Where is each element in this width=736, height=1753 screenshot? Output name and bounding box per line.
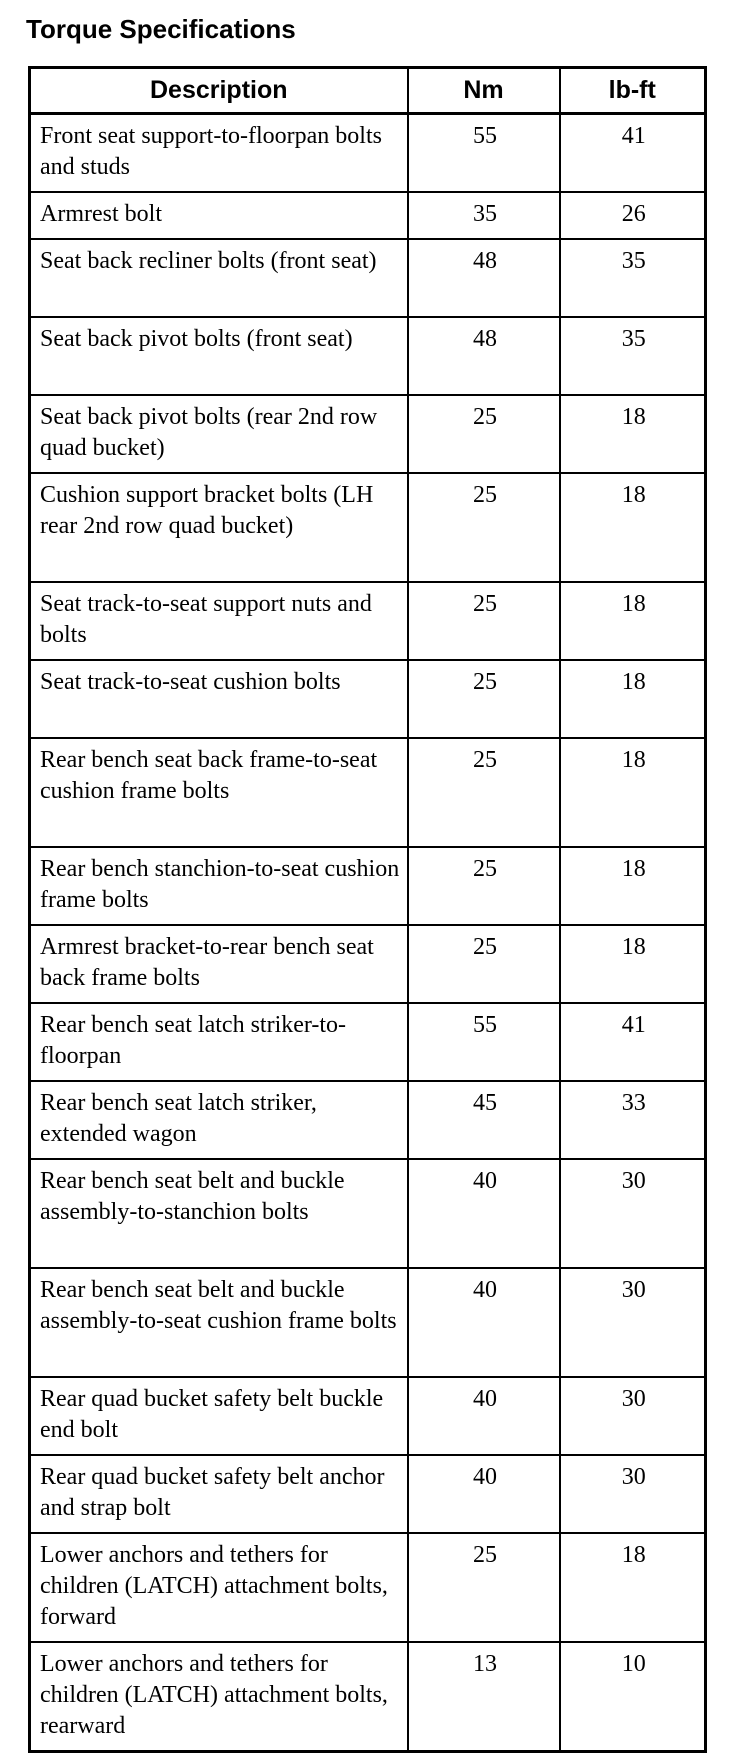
lbft-cell: 35: [560, 239, 706, 317]
page-title: Torque Specifications: [26, 14, 296, 44]
lbft-cell: 18: [560, 1533, 706, 1642]
table-header-row: [30, 68, 706, 114]
table-row: [30, 1533, 706, 1642]
lbft-cell: 18: [560, 738, 706, 847]
nm-cell: 45: [408, 1081, 560, 1159]
table-row: [30, 317, 706, 395]
description-cell: Cushion support bracket bolts (LH rear 2nd row quad bucket): [30, 473, 408, 582]
description-cell: Rear quad bucket safety belt anchor and strap bolt: [30, 1455, 408, 1533]
table-row: [30, 738, 706, 847]
table-row: [30, 1159, 706, 1268]
table-row: [30, 1003, 706, 1081]
lbft-cell: 18: [560, 925, 706, 1003]
table-row: [30, 660, 706, 738]
table-row: [30, 192, 706, 239]
lbft-cell: 30: [560, 1377, 706, 1455]
lbft-cell: 10: [560, 1642, 706, 1752]
nm-cell: 25: [408, 582, 560, 660]
lbft-cell: 41: [560, 114, 706, 193]
description-cell: Seat track-to-seat cushion bolts: [30, 660, 408, 738]
description-cell: Rear bench seat belt and buckle assembly-to-stanchion bolts: [30, 1159, 408, 1268]
description-cell: Seat back recliner bolts (front seat): [30, 239, 408, 317]
nm-cell: 55: [408, 1003, 560, 1081]
table-row: [30, 1642, 706, 1752]
nm-cell: 25: [408, 1533, 560, 1642]
description-cell: Rear bench seat latch striker, extended wagon: [30, 1081, 408, 1159]
table-row: [30, 395, 706, 473]
description-cell: Rear bench seat belt and buckle assembly-to-seat cushion frame bolts: [30, 1268, 408, 1377]
description-cell: Rear bench stanchion-to-seat cushion frame bolts: [30, 847, 408, 925]
description-cell: Rear quad bucket safety belt buckle end bolt: [30, 1377, 408, 1455]
nm-cell: 40: [408, 1455, 560, 1533]
nm-cell: 48: [408, 239, 560, 317]
table-row: [30, 1377, 706, 1455]
table-row: [30, 582, 706, 660]
table-row: [30, 847, 706, 925]
lbft-cell: 30: [560, 1268, 706, 1377]
nm-cell: 25: [408, 660, 560, 738]
lbft-cell: 18: [560, 660, 706, 738]
nm-cell: 25: [408, 395, 560, 473]
lbft-cell: 18: [560, 847, 706, 925]
nm-cell: 35: [408, 192, 560, 239]
column-header-description: Description: [30, 68, 408, 114]
lbft-cell: 33: [560, 1081, 706, 1159]
column-header-nm: Nm: [408, 68, 560, 114]
table-row: [30, 925, 706, 1003]
nm-cell: 40: [408, 1268, 560, 1377]
lbft-cell: 18: [560, 582, 706, 660]
description-cell: Lower anchors and tethers for children (LATCH) attachment bolts, forward: [30, 1533, 408, 1642]
description-cell: Seat back pivot bolts (rear 2nd row quad bucket): [30, 395, 408, 473]
table-row: [30, 114, 706, 193]
lbft-cell: 18: [560, 395, 706, 473]
description-cell: Armrest bolt: [30, 192, 408, 239]
description-cell: Seat track-to-seat support nuts and bolts: [30, 582, 408, 660]
description-cell: Front seat support-to-floorpan bolts and studs: [30, 114, 408, 193]
lbft-cell: 35: [560, 317, 706, 395]
lbft-cell: 26: [560, 192, 706, 239]
lbft-cell: 30: [560, 1159, 706, 1268]
table-row: [30, 473, 706, 582]
nm-cell: 55: [408, 114, 560, 193]
nm-cell: 13: [408, 1642, 560, 1752]
table-row: [30, 1455, 706, 1533]
nm-cell: 40: [408, 1159, 560, 1268]
nm-cell: 25: [408, 473, 560, 582]
nm-cell: 25: [408, 738, 560, 847]
table-row: [30, 1268, 706, 1377]
description-cell: Armrest bracket-to-rear bench seat back frame bolts: [30, 925, 408, 1003]
table-row: [30, 1081, 706, 1159]
description-cell: Rear bench seat back frame-to-seat cushion frame bolts: [30, 738, 408, 847]
nm-cell: 25: [408, 925, 560, 1003]
description-cell: Rear bench seat latch striker-to-floorpan: [30, 1003, 408, 1081]
nm-cell: 25: [408, 847, 560, 925]
lbft-cell: 30: [560, 1455, 706, 1533]
lbft-cell: 18: [560, 473, 706, 582]
column-header-lbft: lb-ft: [560, 68, 706, 114]
description-cell: Seat back pivot bolts (front seat): [30, 317, 408, 395]
nm-cell: 48: [408, 317, 560, 395]
torque-spec-table: [28, 66, 707, 1753]
table-row: [30, 239, 706, 317]
nm-cell: 40: [408, 1377, 560, 1455]
description-cell: Lower anchors and tethers for children (LATCH) attachment bolts, rearward: [30, 1642, 408, 1752]
lbft-cell: 41: [560, 1003, 706, 1081]
